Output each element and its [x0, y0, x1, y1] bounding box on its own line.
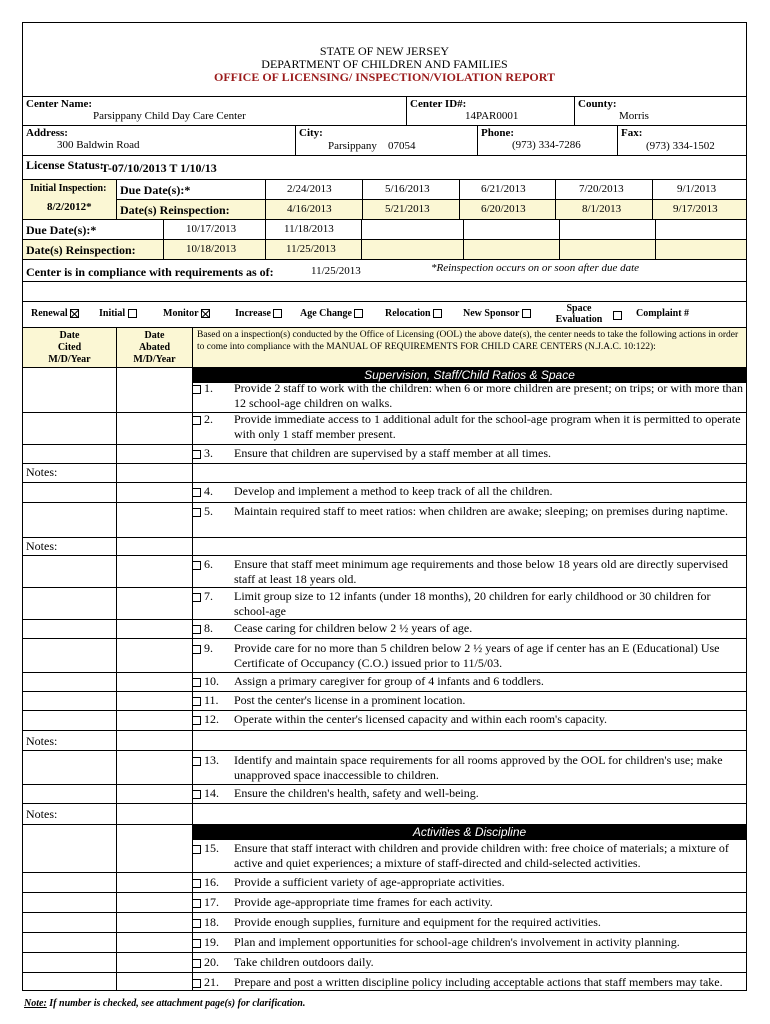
due-date-cell: 9/1/2013	[677, 183, 717, 195]
visit-type-relocation[interactable]: Relocation	[385, 308, 442, 319]
compliance-date: 11/25/2013	[311, 265, 361, 277]
relocation-checkbox[interactable]	[433, 309, 442, 318]
compliance-label: Center is in compliance with requirements as of:	[26, 265, 274, 279]
date-abated-l2: Abated	[138, 342, 171, 353]
phone-value: (973) 334-7286	[512, 139, 581, 151]
visit-type-monitor[interactable]: Monitor	[163, 308, 210, 319]
license-value: T-07/10/2013 T 1/10/13	[101, 161, 217, 175]
center-id-value: 14PAR0001	[465, 110, 519, 122]
notes-label: Notes:	[26, 465, 58, 479]
visit-type-complaint: Complaint #	[636, 308, 690, 319]
fax-value: (973) 334-1502	[646, 140, 715, 152]
item-checkbox[interactable]	[192, 716, 201, 725]
visit-type-initial[interactable]: Initial	[99, 308, 137, 319]
item-checkbox[interactable]	[192, 385, 201, 394]
item-checkbox[interactable]	[192, 939, 201, 948]
center-name-row	[22, 96, 747, 126]
item-checkbox[interactable]	[192, 508, 201, 517]
section-supervision-header: Supervision, Staff/Child Ratios & Space	[192, 368, 747, 383]
license-row	[22, 156, 747, 180]
license-label: License Status:	[26, 158, 104, 172]
address-value: 300 Baldwin Road	[57, 139, 140, 151]
reinspection-date-cell: 10/18/2013	[186, 243, 237, 255]
blank-row	[22, 282, 747, 302]
department-title: DEPARTMENT OF CHILDREN AND FAMILIES	[261, 57, 508, 71]
item-checkbox[interactable]	[192, 561, 201, 570]
address-label: Address:	[26, 127, 68, 139]
increase-checkbox[interactable]	[273, 309, 282, 318]
item-checkbox[interactable]	[192, 979, 201, 988]
due-date-cell: 10/17/2013	[186, 223, 237, 235]
reinspection-row-2	[22, 240, 747, 260]
report-header	[22, 22, 747, 96]
center-name-label: Center Name:	[26, 98, 93, 110]
column-header-row	[22, 328, 747, 368]
space-evaluation-checkbox[interactable]	[613, 311, 622, 320]
address-row	[22, 126, 747, 156]
visit-type-new-sponsor[interactable]: New Sponsor	[463, 308, 531, 319]
fax-label: Fax:	[621, 127, 643, 139]
notes-label: Notes:	[26, 539, 58, 553]
reinspection-date-cell: 6/20/2013	[481, 203, 526, 215]
initial-inspection-date: 8/2/2012*	[47, 201, 92, 213]
initial-inspection-label: Initial Inspection:	[30, 183, 107, 194]
footer-note-label: Note:	[24, 998, 47, 1009]
due-date-cell: 2/24/2013	[287, 183, 332, 195]
age-change-checkbox[interactable]	[354, 309, 363, 318]
date-abated-l1: Date	[144, 330, 165, 341]
reinspection-date-cell: 8/1/2013	[582, 203, 622, 215]
visit-type-row	[22, 302, 747, 328]
compliance-row	[22, 260, 747, 282]
reinspection-label-2: Date(s) Reinspection:	[26, 243, 136, 257]
item-checkbox[interactable]	[192, 845, 201, 854]
item-checkbox[interactable]	[192, 697, 201, 706]
renewal-checkbox[interactable]	[70, 309, 79, 318]
date-cited-l1: Date	[59, 330, 80, 341]
item-checkbox[interactable]	[192, 678, 201, 687]
reinspection-label: Date(s) Reinspection:	[120, 203, 230, 217]
section-activities-header: Activities & Discipline	[192, 825, 747, 840]
phone-label: Phone:	[481, 127, 514, 139]
reinspection-date-cell: 9/17/2013	[673, 203, 718, 215]
due-date-cell: 6/21/2013	[481, 183, 526, 195]
date-cited-l3: M/D/Year	[48, 354, 91, 365]
zip-value: 07054	[388, 140, 416, 152]
center-id-label: Center ID#:	[410, 98, 467, 110]
county-label: County:	[578, 98, 617, 110]
due-date-cell: 7/20/2013	[579, 183, 624, 195]
due-dates-label-2: Due Date(s):*	[26, 223, 97, 237]
initial-checkbox[interactable]	[128, 309, 137, 318]
due-date-cell: 5/16/2013	[385, 183, 430, 195]
reinspection-date-cell: 4/16/2013	[287, 203, 332, 215]
item-checkbox[interactable]	[192, 757, 201, 766]
item-checkbox[interactable]	[192, 593, 201, 602]
item-checkbox[interactable]	[192, 625, 201, 634]
city-label: City:	[299, 127, 323, 139]
footer-note	[24, 998, 305, 1009]
visit-type-space-evaluation: Space Evaluation	[555, 303, 603, 325]
due-date-cell: 11/18/2013	[284, 223, 334, 235]
item-checkbox[interactable]	[192, 416, 201, 425]
date-cited-l2: Cited	[57, 342, 82, 353]
notes-label: Notes:	[26, 734, 58, 748]
item-checkbox[interactable]	[192, 645, 201, 654]
item-checkbox[interactable]	[192, 488, 201, 497]
center-name-value: Parsippany Child Day Care Center	[93, 110, 246, 122]
state-title: STATE OF NEW JERSEY	[319, 44, 450, 58]
due-dates-row-1	[116, 180, 747, 200]
item-checkbox[interactable]	[192, 959, 201, 968]
footer-note-text: If number is checked, see attachment page(s) for clarification.	[46, 998, 306, 1009]
notes-label: Notes:	[26, 807, 58, 821]
item-checkbox[interactable]	[192, 450, 201, 459]
date-abated-l3: M/D/Year	[133, 354, 176, 365]
due-dates-label: Due Date(s):*	[120, 183, 191, 197]
reinspection-note: *Reinspection occurs on or soon after due date	[431, 262, 640, 274]
reinspection-date-cell: 11/25/2013	[286, 243, 336, 255]
new-sponsor-checkbox[interactable]	[522, 309, 531, 318]
item-checkbox[interactable]	[192, 899, 201, 908]
due-dates-row-2	[22, 220, 747, 240]
item-checkbox[interactable]	[192, 790, 201, 799]
item-checkbox[interactable]	[192, 919, 201, 928]
visit-type-renewal[interactable]: Renewal	[31, 308, 79, 319]
reinspection-date-cell: 5/21/2013	[385, 203, 430, 215]
county-value: Morris	[619, 110, 649, 122]
item-checkbox[interactable]	[192, 879, 201, 888]
city-value: Parsippany	[328, 140, 377, 152]
report-title: OFFICE OF LICENSING/ INSPECTION/VIOLATION REPORT	[214, 70, 555, 84]
intro-text: Based on a inspection(s) conducted by the Office of Licensing (OOL) the above date(s), the center needs to take the following actions in order to come into compliance with the MANUAL OF REQUIREMENTS FOR CHILD CARE CENTERS (N.J.A.C. 10:122):	[197, 330, 739, 352]
reinspection-row-1	[116, 200, 747, 220]
visit-type-increase[interactable]: Increase	[235, 308, 282, 319]
visit-type-age-change[interactable]: Age Change	[300, 308, 363, 319]
monitor-checkbox[interactable]	[201, 309, 210, 318]
